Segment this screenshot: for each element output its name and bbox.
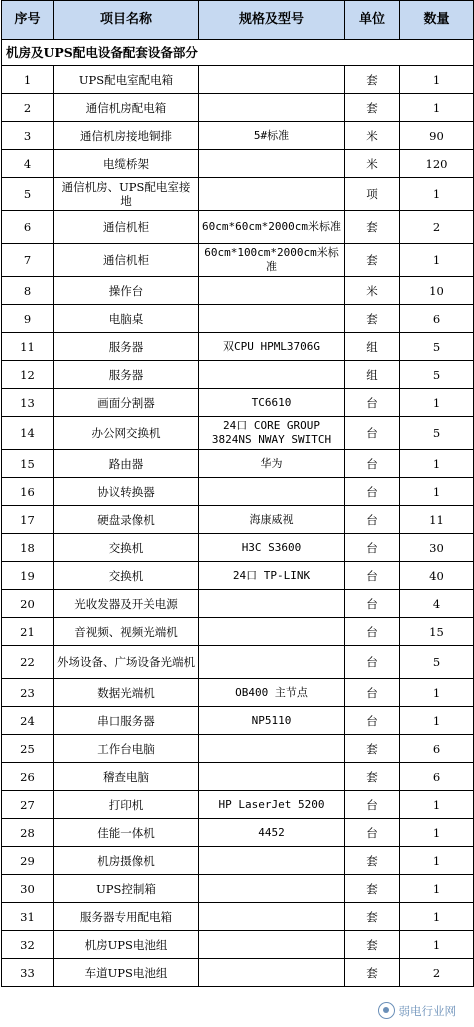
- header-cell-name: 项目名称: [54, 1, 199, 40]
- cell-name: 车道UPS电池组: [54, 959, 199, 987]
- header-cell-spec: 规格及型号: [199, 1, 345, 40]
- table-row: [2, 819, 474, 847]
- table-row: [2, 150, 474, 178]
- cell-spec: [199, 178, 345, 211]
- cell-name: 通信机柜: [54, 211, 199, 244]
- cell-no: 16: [2, 478, 54, 506]
- cell-no: 22: [2, 646, 54, 679]
- cell-no: 7: [2, 244, 54, 277]
- cell-name: 通信机柜: [54, 244, 199, 277]
- cell-name: 光收发器及开关电源: [54, 590, 199, 618]
- cell-qty: 1: [400, 450, 474, 478]
- cell-qty: 1: [400, 931, 474, 959]
- table-row: [2, 903, 474, 931]
- cell-spec: [199, 590, 345, 618]
- cell-qty: 5: [400, 417, 474, 450]
- cell-name: 硬盘录像机: [54, 506, 199, 534]
- watermark: [374, 1001, 461, 1020]
- table-row: [2, 211, 474, 244]
- table-row: [2, 389, 474, 417]
- cell-spec: [199, 847, 345, 875]
- cell-no: 3: [2, 122, 54, 150]
- cell-no: 19: [2, 562, 54, 590]
- cell-spec: 双CPU HPML3706G: [199, 333, 345, 361]
- table-row: [2, 875, 474, 903]
- cell-qty: 30: [400, 534, 474, 562]
- cell-no: 6: [2, 211, 54, 244]
- table-row: [2, 66, 474, 94]
- cell-unit: 组: [345, 333, 400, 361]
- cell-unit: 组: [345, 361, 400, 389]
- table-row: [2, 707, 474, 735]
- cell-no: 21: [2, 618, 54, 646]
- cell-name: 打印机: [54, 791, 199, 819]
- cell-spec: [199, 277, 345, 305]
- cell-spec: [199, 361, 345, 389]
- cell-qty: 1: [400, 819, 474, 847]
- cell-qty: 15: [400, 618, 474, 646]
- cell-name: 交换机: [54, 534, 199, 562]
- cell-spec: 4452: [199, 819, 345, 847]
- cell-name: 串口服务器: [54, 707, 199, 735]
- header-cell-qty: 数量: [400, 1, 474, 40]
- cell-unit: 台: [345, 819, 400, 847]
- cell-name: 通信机房、UPS配电室接地: [54, 178, 199, 211]
- cell-unit: 套: [345, 903, 400, 931]
- cell-no: 11: [2, 333, 54, 361]
- table-row: [2, 847, 474, 875]
- cell-spec: [199, 305, 345, 333]
- table-row: [2, 450, 474, 478]
- table-row: [2, 506, 474, 534]
- table-row: [2, 417, 474, 450]
- table-row: [2, 277, 474, 305]
- cell-spec: [199, 763, 345, 791]
- cell-unit: 台: [345, 707, 400, 735]
- cell-name: 服务器: [54, 361, 199, 389]
- cell-unit: 米: [345, 277, 400, 305]
- cell-spec: [199, 66, 345, 94]
- cell-name: 电缆桥架: [54, 150, 199, 178]
- cell-spec: [199, 94, 345, 122]
- cell-unit: 套: [345, 959, 400, 987]
- header-row: [2, 1, 474, 40]
- cell-spec: [199, 618, 345, 646]
- cell-qty: 120: [400, 150, 474, 178]
- cell-qty: 1: [400, 94, 474, 122]
- cell-no: 32: [2, 931, 54, 959]
- table-row: [2, 590, 474, 618]
- cell-name: 机房UPS电池组: [54, 931, 199, 959]
- cell-unit: 套: [345, 66, 400, 94]
- cell-no: 18: [2, 534, 54, 562]
- cell-qty: 2: [400, 959, 474, 987]
- cell-qty: 1: [400, 791, 474, 819]
- cell-qty: 6: [400, 735, 474, 763]
- cell-qty: 1: [400, 679, 474, 707]
- table-row: [2, 94, 474, 122]
- cell-name: 电脑桌: [54, 305, 199, 333]
- cell-unit: 套: [345, 763, 400, 791]
- cell-name: 数据光端机: [54, 679, 199, 707]
- cell-name: 画面分割器: [54, 389, 199, 417]
- cell-no: 8: [2, 277, 54, 305]
- cell-unit: 台: [345, 791, 400, 819]
- table-row: [2, 178, 474, 211]
- table-row: [2, 931, 474, 959]
- cell-no: 23: [2, 679, 54, 707]
- cell-unit: 套: [345, 875, 400, 903]
- cell-qty: 1: [400, 903, 474, 931]
- header-cell-no: 序号: [2, 1, 54, 40]
- cell-no: 9: [2, 305, 54, 333]
- cell-unit: 台: [345, 478, 400, 506]
- cell-spec: [199, 959, 345, 987]
- table-row: [2, 478, 474, 506]
- cell-no: 14: [2, 417, 54, 450]
- cell-unit: 套: [345, 931, 400, 959]
- cell-unit: 台: [345, 618, 400, 646]
- cell-no: 24: [2, 707, 54, 735]
- cell-no: 20: [2, 590, 54, 618]
- cell-name: 办公网交换机: [54, 417, 199, 450]
- cell-spec: HP LaserJet 5200: [199, 791, 345, 819]
- cell-no: 2: [2, 94, 54, 122]
- table-row: [2, 791, 474, 819]
- cell-unit: 台: [345, 562, 400, 590]
- cell-qty: 1: [400, 178, 474, 211]
- cell-no: 5: [2, 178, 54, 211]
- table-row: [2, 562, 474, 590]
- cell-spec: OB400 主节点: [199, 679, 345, 707]
- watermark-text: 弱电行业网: [398, 1003, 456, 1018]
- cell-no: 13: [2, 389, 54, 417]
- section-row: [2, 40, 474, 66]
- cell-no: 15: [2, 450, 54, 478]
- cell-no: 17: [2, 506, 54, 534]
- cell-spec: [199, 646, 345, 679]
- cell-unit: 套: [345, 244, 400, 277]
- cell-unit: 台: [345, 534, 400, 562]
- cell-spec: TC6610: [199, 389, 345, 417]
- cell-no: 27: [2, 791, 54, 819]
- cell-name: 路由器: [54, 450, 199, 478]
- cell-qty: 1: [400, 478, 474, 506]
- cell-qty: 5: [400, 361, 474, 389]
- cell-name: 协议转换器: [54, 478, 199, 506]
- cell-no: 29: [2, 847, 54, 875]
- cell-spec: H3C S3600: [199, 534, 345, 562]
- cell-name: 通信机房配电箱: [54, 94, 199, 122]
- cell-spec: 24口 CORE GROUP 3824NS NWAY SWITCH: [199, 417, 345, 450]
- table-row: [2, 735, 474, 763]
- cell-unit: 套: [345, 735, 400, 763]
- cell-qty: 4: [400, 590, 474, 618]
- table-row: [2, 959, 474, 987]
- cell-unit: 台: [345, 450, 400, 478]
- cell-no: 33: [2, 959, 54, 987]
- table-row: [2, 679, 474, 707]
- section-title: 机房及UPS配电设备配套设备部分: [2, 40, 474, 66]
- cell-spec: [199, 903, 345, 931]
- cell-unit: 台: [345, 417, 400, 450]
- cell-spec: [199, 931, 345, 959]
- cell-qty: 11: [400, 506, 474, 534]
- cell-unit: 套: [345, 305, 400, 333]
- cell-unit: 米: [345, 122, 400, 150]
- equipment-table: [1, 0, 474, 987]
- cell-no: 30: [2, 875, 54, 903]
- cell-no: 25: [2, 735, 54, 763]
- table-row: [2, 618, 474, 646]
- cell-name: UPS控制箱: [54, 875, 199, 903]
- watermark-logo-icon: [378, 1002, 395, 1019]
- cell-spec: NP5110: [199, 707, 345, 735]
- cell-spec: [199, 478, 345, 506]
- cell-unit: 台: [345, 506, 400, 534]
- table-row: [2, 534, 474, 562]
- cell-name: 服务器: [54, 333, 199, 361]
- cell-qty: 1: [400, 847, 474, 875]
- cell-name: 佳能一体机: [54, 819, 199, 847]
- cell-qty: 40: [400, 562, 474, 590]
- cell-spec: 海康威视: [199, 506, 345, 534]
- table-row: [2, 305, 474, 333]
- header-cell-unit: 单位: [345, 1, 400, 40]
- cell-spec: [199, 150, 345, 178]
- cell-qty: 6: [400, 763, 474, 791]
- cell-qty: 5: [400, 333, 474, 361]
- table-row: [2, 122, 474, 150]
- cell-spec: 华为: [199, 450, 345, 478]
- cell-qty: 1: [400, 707, 474, 735]
- table-row: [2, 763, 474, 791]
- cell-spec: 60cm*60cm*2000cm米标准: [199, 211, 345, 244]
- cell-unit: 项: [345, 178, 400, 211]
- cell-spec: 60cm*100cm*2000cm米标准: [199, 244, 345, 277]
- cell-name: 工作台电脑: [54, 735, 199, 763]
- cell-no: 1: [2, 66, 54, 94]
- cell-qty: 1: [400, 389, 474, 417]
- cell-name: UPS配电室配电箱: [54, 66, 199, 94]
- table-row: [2, 361, 474, 389]
- cell-no: 31: [2, 903, 54, 931]
- cell-spec: 5#标准: [199, 122, 345, 150]
- cell-no: 4: [2, 150, 54, 178]
- cell-qty: 6: [400, 305, 474, 333]
- cell-spec: 24口 TP-LINK: [199, 562, 345, 590]
- cell-qty: 1: [400, 244, 474, 277]
- cell-qty: 1: [400, 875, 474, 903]
- cell-qty: 90: [400, 122, 474, 150]
- cell-spec: [199, 735, 345, 763]
- cell-name: 稽查电脑: [54, 763, 199, 791]
- cell-unit: 米: [345, 150, 400, 178]
- cell-name: 交换机: [54, 562, 199, 590]
- cell-unit: 台: [345, 590, 400, 618]
- cell-name: 服务器专用配电箱: [54, 903, 199, 931]
- cell-no: 28: [2, 819, 54, 847]
- cell-no: 26: [2, 763, 54, 791]
- table-row: [2, 646, 474, 679]
- table-row: [2, 333, 474, 361]
- cell-name: 外场设备、广场设备光端机: [54, 646, 199, 679]
- cell-name: 音视频、视频光端机: [54, 618, 199, 646]
- cell-qty: 10: [400, 277, 474, 305]
- cell-qty: 2: [400, 211, 474, 244]
- cell-unit: 台: [345, 389, 400, 417]
- cell-unit: 台: [345, 646, 400, 679]
- cell-qty: 5: [400, 646, 474, 679]
- cell-qty: 1: [400, 66, 474, 94]
- cell-unit: 套: [345, 211, 400, 244]
- table-row: [2, 244, 474, 277]
- cell-unit: 套: [345, 94, 400, 122]
- cell-name: 通信机房接地铜排: [54, 122, 199, 150]
- cell-name: 操作台: [54, 277, 199, 305]
- cell-name: 机房摄像机: [54, 847, 199, 875]
- cell-unit: 套: [345, 847, 400, 875]
- cell-no: 12: [2, 361, 54, 389]
- cell-unit: 台: [345, 679, 400, 707]
- cell-spec: [199, 875, 345, 903]
